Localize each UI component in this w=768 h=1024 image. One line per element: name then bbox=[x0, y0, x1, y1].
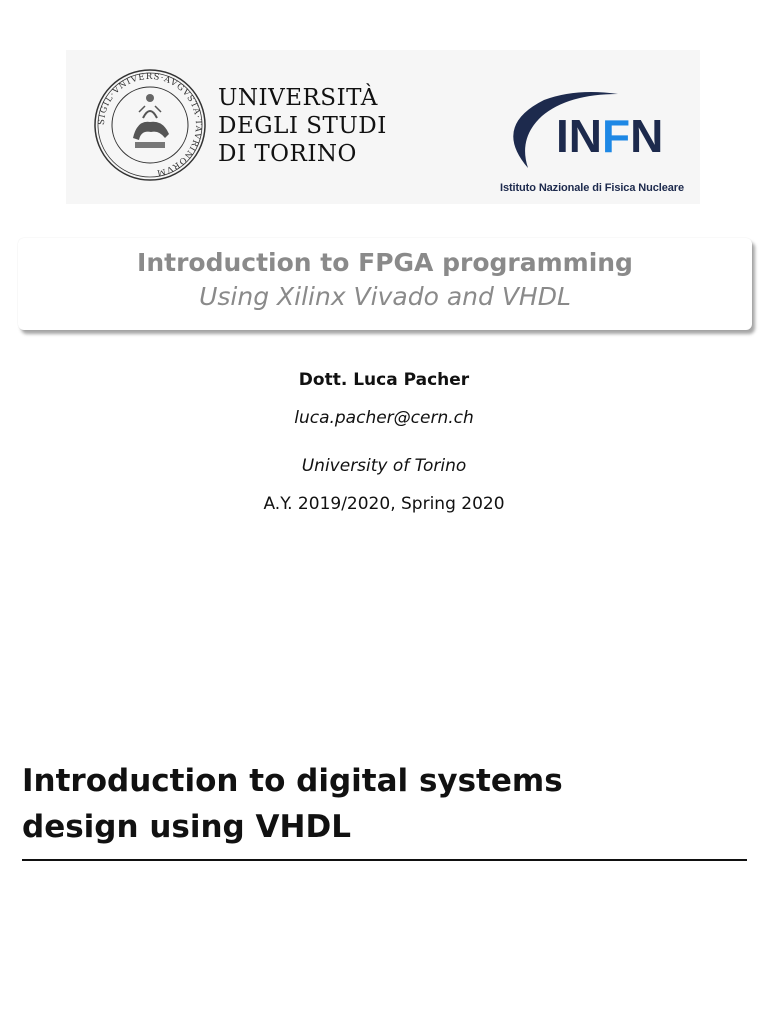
university-seal-icon bbox=[93, 68, 207, 182]
section-title-line-2: design using VHDL bbox=[22, 809, 351, 845]
infn-letter-n2: N bbox=[630, 110, 664, 162]
author-email: luca.pacher@cern.ch bbox=[294, 408, 474, 428]
section-divider bbox=[22, 859, 747, 861]
university-name-line-1: UNIVERSITÀ bbox=[218, 85, 378, 111]
svg-text:INFN bbox=[556, 110, 663, 162]
author-affiliation: University of Torino bbox=[301, 456, 467, 476]
title-box bbox=[18, 238, 752, 330]
infn-letter-n: N bbox=[568, 110, 603, 162]
university-name-line-2: DEGLI STUDI bbox=[218, 113, 387, 139]
talk-title: Introduction to FPGA programming bbox=[137, 248, 633, 277]
infn-letter-i: I bbox=[556, 110, 569, 162]
academic-year: A.Y. 2019/2020, Spring 2020 bbox=[263, 494, 505, 514]
section-title bbox=[22, 758, 742, 850]
infn-letter-f: F bbox=[602, 110, 631, 162]
seal-text: SIGIL·VNIVERS·AVGVSTA·TAVRINORVM bbox=[96, 71, 204, 178]
infn-subtitle: Istituto Nazionale di Fisica Nucleare bbox=[500, 182, 684, 194]
talk-subtitle: Using Xilinx Vivado and VHDL bbox=[199, 282, 571, 311]
university-name bbox=[218, 84, 387, 168]
infn-logo-icon bbox=[498, 86, 678, 176]
university-name-line-3: DI TORINO bbox=[218, 141, 357, 167]
author-name: Dott. Luca Pacher bbox=[298, 370, 470, 390]
section-title-line-1: Introduction to digital systems bbox=[22, 763, 563, 799]
